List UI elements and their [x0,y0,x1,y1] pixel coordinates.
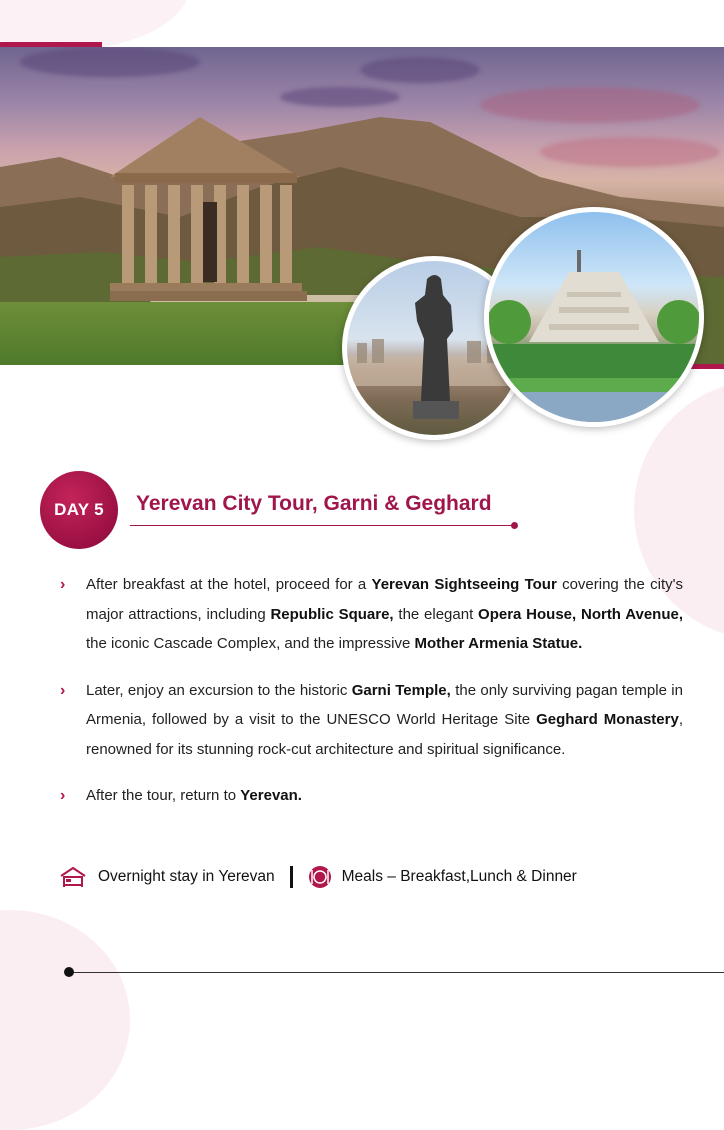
day-title: Yerevan City Tour, Garni & Geghard [136,492,492,515]
itinerary-item [60,676,683,765]
day-badge: DAY 5 [40,471,118,549]
bold-text-run: Yerevan Sightseeing Tour [371,576,557,593]
text-run: the elegant [393,605,479,623]
cascade-complex-illustration [489,212,699,422]
itinerary-item [60,781,683,811]
itinerary-item-text [86,787,302,804]
chevron-right-icon: › [60,681,66,699]
bottom-divider-line [69,972,724,973]
text-run: Later, enjoy an excursion to the historic [86,681,352,699]
itinerary-item [60,570,683,659]
text-run: After breakfast at the hotel, proceed for a [86,576,372,593]
title-underline-dot [511,522,518,529]
bold-text-run: Garni Temple, [351,681,451,699]
title-underline [130,525,513,526]
garni-temple-illustration [110,107,310,307]
bold-text-run: Republic Square, [270,605,394,623]
chevron-right-icon: › [60,576,66,593]
text-run: the only surviving pagan temple in Armenia, followed by a visit to the UNESCO World Heritage Site [86,681,683,728]
text-run: the iconic Cascade Complex, and the impressive [86,635,415,652]
itinerary-item-text [86,576,683,652]
text-run: , renowned for its stunning rock-cut architecture and spiritual significance. [86,711,683,758]
info-separator [290,866,293,888]
right-accent-bar [688,364,724,369]
overnight-stay-text: Overnight stay in Yerevan [98,868,275,885]
text-run: covering the city's major attractions, including [86,576,683,623]
itinerary-list [60,570,683,828]
bold-text-run: Geghard Monastery [536,711,679,728]
stay-meals-info [60,860,577,894]
bold-text-run: Opera House, North Avenue, [478,605,684,623]
bottom-divider-dot [64,967,74,977]
chevron-right-icon: › [60,787,66,804]
cascade-photo-circle [484,207,704,427]
decorative-blob-bottom-left [0,910,130,1130]
bed-icon [60,866,86,888]
meals-icon [308,865,332,889]
bold-text-run: Mother Armenia Statue. [414,635,583,652]
text-run: After the tour, return to [86,787,241,804]
meals-text: Meals – Breakfast,Lunch & Dinner [341,868,577,885]
temple-lawn [0,302,360,365]
itinerary-item-text [86,682,683,758]
bold-text-run: Yerevan. [240,787,302,804]
